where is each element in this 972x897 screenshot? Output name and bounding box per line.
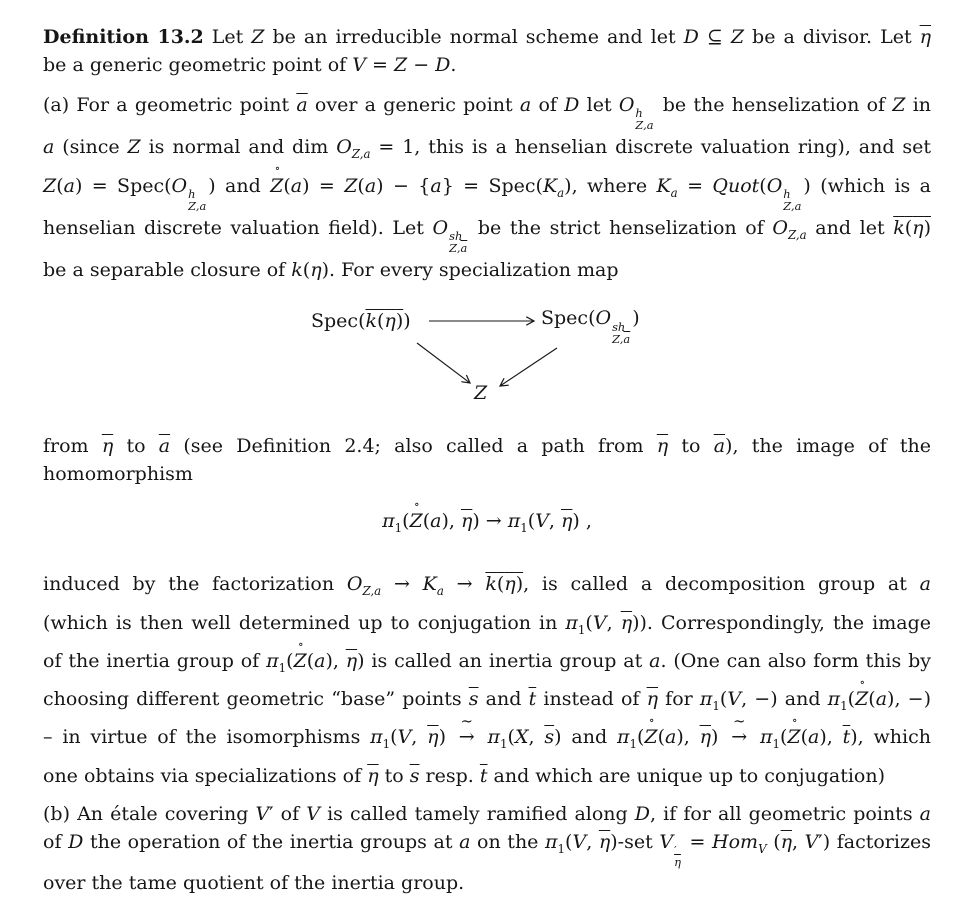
text-line: Definition 13.2 Let Z be an irreducible normal scheme and let D ⊆ Z be a divisor. Let $\overline{\eta}$ [43,26,932,48]
text-line: a (since Z is normal and dim $O_{Z,a} = 1$, this is a henselian discrete valuation ring), and set [43,136,932,161]
paragraph-specialization [43,432,931,488]
text-line: henselian discrete valuation field). Let O sh $Z,\overline{a}$ be the strict henselization of $O_{Z,a}$ and let k(η) [43,216,931,255]
text-line: from $\overline{\eta}$ to $\overline{a}$ (see Definition 2.4; also called a path from $\overline{\eta}$ to $\overline{a}$), the image of the homomorphism [43,435,931,486]
specialization-diagram [43,296,931,418]
text-line: (b) An étale covering V′ of V is called tamely ramified along D, if for all geometric points a [43,803,931,826]
text-line: (a) For a geometric point $\overline{a}$ over a generic point a of D let O h Z,a be the henselization of Z in [43,94,932,133]
diagram-node-z: Z [474,382,488,405]
diagram-node-spec-k-eta: Spec(k(η)) [311,310,411,333]
paragraph-decomposition [43,569,931,792]
text-line: Z(a) = Spec(O h Z,a ) and ∘ $Z(a) = Z(a) - \{a\} = Spec(K_a)$, where $K_a$ = Quot(O h Z,a ) (which is a [43,171,931,213]
text-line: – in virtue of the isomorphisms $\pi_1(V$, $\overline{\eta}$) ∼ → $\pi_1(X$, $\overline{s}$) and $\pi_1(\circ$ Z(a), $\overline{\eta}$) ∼ → $\pi_1(\circ$ Z(a), $\overline{t}$), which [43,722,931,760]
paragraph-b [43,800,931,897]
text-line: be a generic geometric point of V = Z − D. [43,54,457,76]
text-line: of the inertia group of $\pi_1(\circ$ Z(a), $\overline{\eta}$) is called an inertia group at a. (One can also form this by [43,646,931,684]
text-line: induced by the factorization $O_{Z,a} \to K_a \to k(\eta)$, is called a decomposition group at a [43,573,931,598]
text-line: of D the operation of the inertia groups at a on the $\pi_1(V$, $\overline{\eta}$)-set V ′ $\overline{\eta}$ = Hom$_V$ ($\overline{\eta}$, V′) factorizes [43,831,931,870]
paragraph-a [43,90,931,286]
text-line: over the tame quotient of the inertia group. [43,872,465,895]
text-line: (which is then well determined up to conjugation in $\pi_1(V$, $\overline{\eta}$)). Correspondingly, the image [43,611,931,637]
text-line: one obtains via specializations of $\overline{\eta}$ to $\overline{s}$ resp. $\overline{t}$ and which are unique up to conjugation) [43,764,886,787]
definition-paragraph [43,23,931,79]
display-formula: $\pi_1(\circ$ Z(a), $\overline{\eta}) \to \pi_1(V$, $\overline{\eta}$) , [43,506,931,543]
text-line: choosing different geometric “base” points $\overline{s}$ and $\overline{t}$ instead of $\overline{\eta}$ for $\pi_1(V$, −) and $\pi_1(\circ$ Z(a), −) [43,684,931,722]
diagram-node-spec-osh: Spec(O sh $Z,\overline{a}$ ) [541,307,640,346]
text-line: be a separable closure of k(η). For every specialization map [43,258,619,281]
